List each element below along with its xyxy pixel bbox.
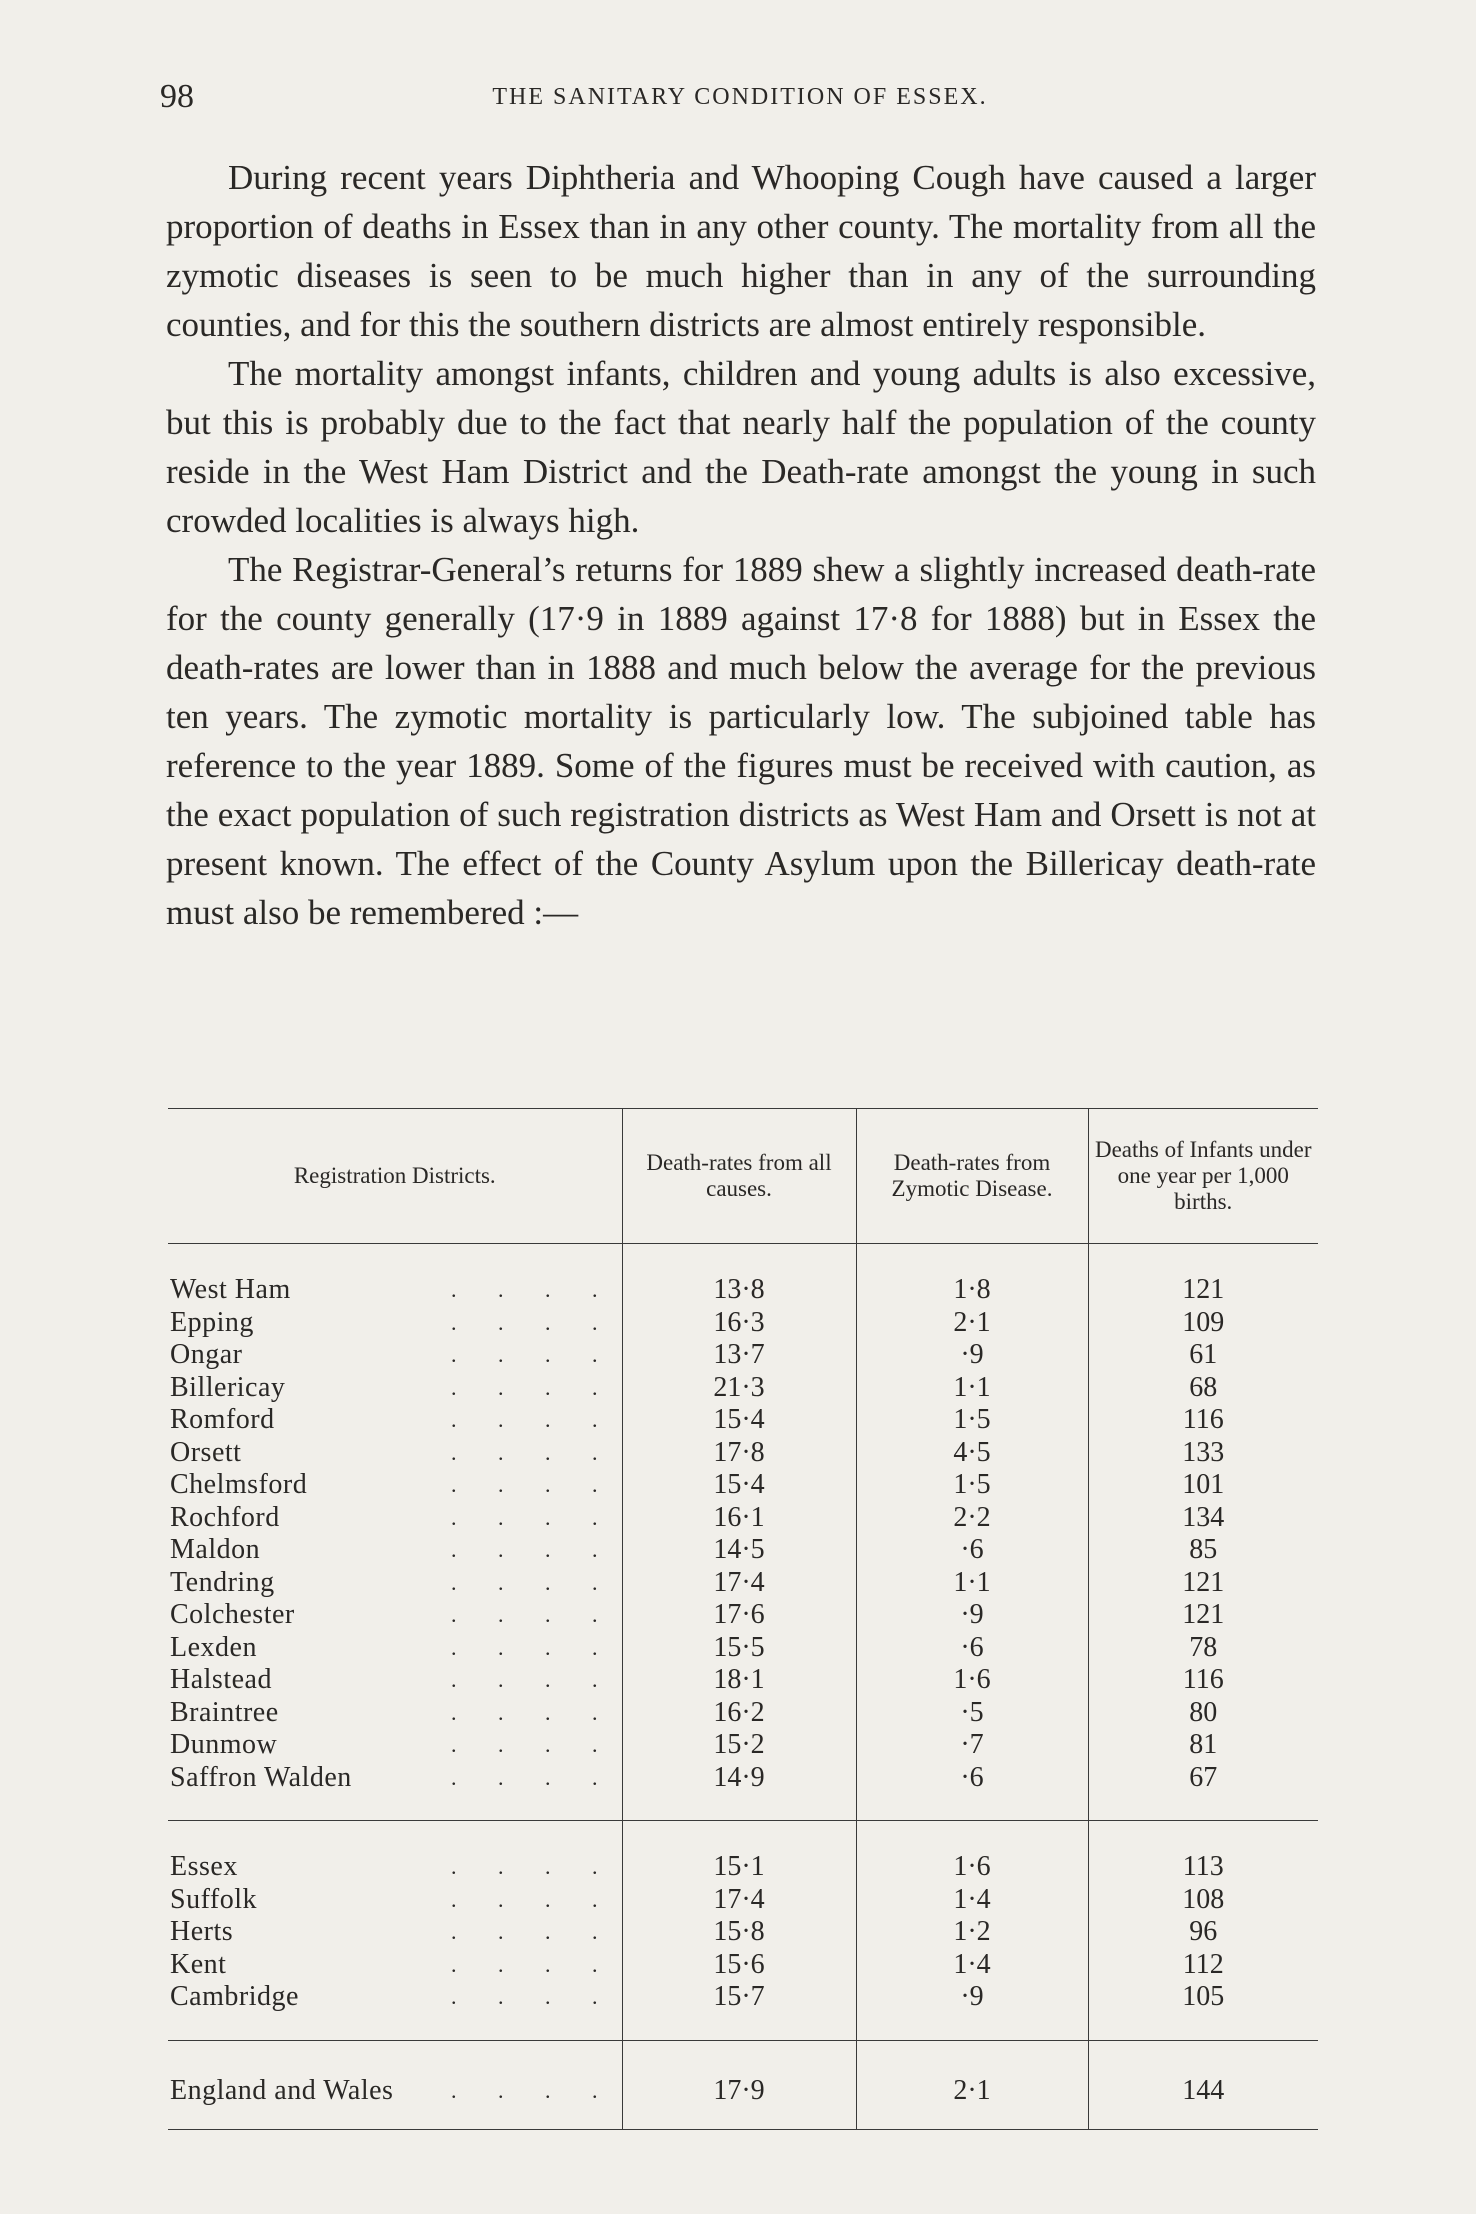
leader-dots: . . . . bbox=[451, 1919, 616, 1944]
zymotic-rate: ·7 bbox=[856, 1729, 1088, 1762]
infant-deaths: 61 bbox=[1088, 1339, 1318, 1372]
all-causes-rate: 15·2 bbox=[622, 1729, 856, 1762]
leader-dots: . . . . bbox=[451, 1984, 616, 2009]
all-causes-rate: 13·7 bbox=[622, 1339, 856, 1372]
district-name: Cambridge bbox=[170, 1981, 299, 2012]
zymotic-rate: 1·4 bbox=[856, 1884, 1088, 1917]
all-causes-rate: 15·1 bbox=[622, 1821, 856, 1884]
all-causes-rate: 18·1 bbox=[622, 1664, 856, 1697]
district-cell bbox=[168, 1949, 622, 1982]
district-name: Essex bbox=[170, 1851, 238, 1882]
running-title: THE SANITARY CONDITION OF ESSEX. bbox=[492, 84, 988, 110]
infant-deaths: 81 bbox=[1088, 1729, 1318, 1762]
zymotic-rate: 2·1 bbox=[856, 2040, 1088, 2130]
district-cell bbox=[168, 1632, 622, 1665]
all-causes-rate: 21·3 bbox=[622, 1372, 856, 1405]
infant-deaths: 134 bbox=[1088, 1502, 1318, 1535]
district-cell bbox=[168, 1981, 622, 2040]
table-row bbox=[168, 1916, 1318, 1949]
table-row bbox=[168, 1632, 1318, 1665]
table-row bbox=[168, 1339, 1318, 1372]
header-all-causes: Death-rates from all causes. bbox=[622, 1109, 856, 1244]
table-header-row bbox=[168, 1109, 1318, 1244]
running-head bbox=[160, 78, 1320, 118]
table-row bbox=[168, 1372, 1318, 1405]
all-causes-rate: 14·5 bbox=[622, 1534, 856, 1567]
page-number: 98 bbox=[160, 78, 194, 115]
all-causes-rate: 16·1 bbox=[622, 1502, 856, 1535]
district-name: Kent bbox=[170, 1948, 227, 1980]
paragraph: The Registrar-General’s returns for 1889 shew a slightly increased death-rate for the county generally (17·9 in 1889 against 17·8 for 1888) but in Essex the death-rates are lower than in 1888 and much below the average for the previous ten years. The zymotic mortality is particularly low. The subjoined table has reference to the year 1889. Some of the figures must be received with caution, as the exact population of such registration districts as West Ham and Orsett is not at present known. The effect of the County Asylum upon the Billericay death-rate must also be remembered :— bbox=[166, 550, 1316, 932]
district-name: West Ham bbox=[170, 1274, 291, 1305]
district-cell bbox=[168, 1664, 622, 1697]
leader-dots: . . . . bbox=[451, 1634, 616, 1660]
district-name: Orsett bbox=[170, 1436, 242, 1468]
zymotic-rate: 1·4 bbox=[856, 1949, 1088, 1982]
leader-dots: . . . . bbox=[451, 1732, 616, 1757]
all-causes-rate: 17·6 bbox=[622, 1599, 856, 1632]
infant-deaths: 121 bbox=[1088, 1567, 1318, 1600]
infant-deaths: 133 bbox=[1088, 1437, 1318, 1470]
district-name: Epping bbox=[170, 1306, 254, 1338]
paragraph: During recent years Diphtheria and Whooping Cough have caused a larger proportion of deaths in Essex than in any other county. The mortality from all the zymotic diseases is seen to be much higher than in any of the surrounding counties, and for this the southern districts are almost entirely responsible. bbox=[166, 158, 1316, 344]
all-causes-rate: 15·5 bbox=[622, 1632, 856, 1665]
district-cell bbox=[168, 1307, 622, 1340]
district-name: Tendring bbox=[170, 1566, 275, 1598]
district-name: Dunmow bbox=[170, 1729, 278, 1760]
zymotic-rate: ·9 bbox=[856, 1981, 1088, 2040]
table-row bbox=[168, 1469, 1318, 1502]
all-causes-rate: 14·9 bbox=[622, 1762, 856, 1821]
table-row bbox=[168, 1949, 1318, 1982]
infant-deaths: 85 bbox=[1088, 1534, 1318, 1567]
all-causes-rate: 17·9 bbox=[622, 2040, 856, 2130]
total-group bbox=[168, 2040, 1318, 2130]
district-cell bbox=[168, 1916, 622, 1949]
district-cell bbox=[168, 1821, 622, 1884]
table-row bbox=[168, 1664, 1318, 1697]
leader-dots: . . . . bbox=[451, 1951, 616, 1977]
infant-deaths: 113 bbox=[1088, 1821, 1318, 1884]
leader-dots: . . . . bbox=[451, 2077, 616, 2103]
infant-deaths: 80 bbox=[1088, 1697, 1318, 1730]
table-row bbox=[168, 1534, 1318, 1567]
zymotic-rate: 4·5 bbox=[856, 1437, 1088, 1470]
zymotic-rate: ·6 bbox=[856, 1632, 1088, 1665]
district-name: Suffolk bbox=[170, 1883, 257, 1915]
district-cell bbox=[168, 1599, 622, 1632]
table-row bbox=[168, 1404, 1318, 1437]
district-cell bbox=[168, 1339, 622, 1372]
infant-deaths: 121 bbox=[1088, 1244, 1318, 1307]
table-row bbox=[168, 1437, 1318, 1470]
leader-dots: . . . . bbox=[451, 1504, 616, 1530]
table-row bbox=[168, 1981, 1318, 2040]
infant-deaths: 101 bbox=[1088, 1469, 1318, 1502]
table-row bbox=[168, 1502, 1318, 1535]
district-cell bbox=[168, 1372, 622, 1405]
infant-deaths: 78 bbox=[1088, 1632, 1318, 1665]
district-name: Ongar bbox=[170, 1339, 243, 1370]
district-cell bbox=[168, 1567, 622, 1600]
district-name: Saffron Walden bbox=[170, 1761, 352, 1793]
district-name: Rochford bbox=[170, 1501, 280, 1533]
table-row bbox=[168, 1244, 1318, 1307]
district-name: Romford bbox=[170, 1404, 275, 1435]
district-name: Herts bbox=[170, 1916, 234, 1947]
zymotic-rate: 1·6 bbox=[856, 1821, 1088, 1884]
infant-deaths: 68 bbox=[1088, 1372, 1318, 1405]
table-row bbox=[168, 2040, 1318, 2130]
infant-deaths: 116 bbox=[1088, 1664, 1318, 1697]
all-causes-rate: 15·4 bbox=[622, 1469, 856, 1502]
leader-dots: . . . . bbox=[451, 1699, 616, 1725]
infant-deaths: 109 bbox=[1088, 1307, 1318, 1340]
leader-dots: . . . . bbox=[451, 1309, 616, 1335]
district-name: Colchester bbox=[170, 1599, 295, 1630]
zymotic-rate: 1·6 bbox=[856, 1664, 1088, 1697]
district-cell bbox=[168, 1469, 622, 1502]
header-districts: Registration Districts. bbox=[168, 1109, 622, 1244]
all-causes-rate: 15·7 bbox=[622, 1981, 856, 2040]
body-text bbox=[166, 153, 1316, 937]
all-causes-rate: 16·3 bbox=[622, 1307, 856, 1340]
leader-dots: . . . . bbox=[451, 1764, 616, 1790]
table-row bbox=[168, 1884, 1318, 1917]
header-infants: Deaths of Infants under one year per 1,000 births. bbox=[1088, 1109, 1318, 1244]
district-name: Chelmsford bbox=[170, 1469, 308, 1500]
zymotic-rate: ·6 bbox=[856, 1762, 1088, 1821]
infant-deaths: 116 bbox=[1088, 1404, 1318, 1437]
counties-group bbox=[168, 1821, 1318, 2041]
leader-dots: . . . . bbox=[451, 1342, 616, 1367]
zymotic-rate: 1·2 bbox=[856, 1916, 1088, 1949]
zymotic-rate: 2·1 bbox=[856, 1307, 1088, 1340]
district-cell bbox=[168, 1534, 622, 1567]
zymotic-rate: ·9 bbox=[856, 1339, 1088, 1372]
table-row bbox=[168, 1697, 1318, 1730]
district-cell bbox=[168, 1884, 622, 1917]
paragraph: The mortality amongst infants, children and young adults is also excessive, but this is probably due to the fact that nearly half the population of the county reside in the West Ham District and the Death-rate amongst the young in such crowded localities is always high. bbox=[166, 354, 1316, 540]
leader-dots: . . . . bbox=[451, 1472, 616, 1497]
infant-deaths: 108 bbox=[1088, 1884, 1318, 1917]
district-cell bbox=[168, 1502, 622, 1535]
leader-dots: . . . . bbox=[451, 1277, 616, 1302]
districts-group bbox=[168, 1244, 1318, 1821]
district-name: Maldon bbox=[170, 1534, 261, 1565]
all-causes-rate: 16·2 bbox=[622, 1697, 856, 1730]
leader-dots: . . . . bbox=[451, 1407, 616, 1432]
district-name: Lexden bbox=[170, 1631, 257, 1663]
table-row bbox=[168, 1729, 1318, 1762]
zymotic-rate: 1·1 bbox=[856, 1567, 1088, 1600]
district-cell bbox=[168, 1729, 622, 1762]
leader-dots: . . . . bbox=[451, 1602, 616, 1627]
all-causes-rate: 17·4 bbox=[622, 1884, 856, 1917]
zymotic-rate: 1·5 bbox=[856, 1404, 1088, 1437]
infant-deaths: 144 bbox=[1088, 2040, 1318, 2130]
district-cell bbox=[168, 2040, 622, 2130]
infant-deaths: 105 bbox=[1088, 1981, 1318, 2040]
leader-dots: . . . . bbox=[451, 1439, 616, 1465]
district-cell bbox=[168, 1404, 622, 1437]
district-cell bbox=[168, 1437, 622, 1470]
district-cell bbox=[168, 1244, 622, 1307]
zymotic-rate: 1·1 bbox=[856, 1372, 1088, 1405]
leader-dots: . . . . bbox=[451, 1886, 616, 1912]
zymotic-rate: ·5 bbox=[856, 1697, 1088, 1730]
district-name: Braintree bbox=[170, 1696, 279, 1728]
table-row bbox=[168, 1762, 1318, 1821]
district-cell bbox=[168, 1762, 622, 1821]
table-row bbox=[168, 1567, 1318, 1600]
zymotic-rate: ·6 bbox=[856, 1534, 1088, 1567]
leader-dots: . . . . bbox=[451, 1854, 616, 1879]
all-causes-rate: 17·4 bbox=[622, 1567, 856, 1600]
zymotic-rate: 1·5 bbox=[856, 1469, 1088, 1502]
all-causes-rate: 15·8 bbox=[622, 1916, 856, 1949]
table-row bbox=[168, 1307, 1318, 1340]
district-name: Billericay bbox=[170, 1371, 286, 1403]
leader-dots: . . . . bbox=[451, 1374, 616, 1400]
infant-deaths: 67 bbox=[1088, 1762, 1318, 1821]
infant-deaths: 96 bbox=[1088, 1916, 1318, 1949]
zymotic-rate: 2·2 bbox=[856, 1502, 1088, 1535]
header-zymotic: Death-rates from Zymotic Disease. bbox=[856, 1109, 1088, 1244]
all-causes-rate: 15·6 bbox=[622, 1949, 856, 1982]
all-causes-rate: 13·8 bbox=[622, 1244, 856, 1307]
table-row bbox=[168, 1599, 1318, 1632]
all-causes-rate: 15·4 bbox=[622, 1404, 856, 1437]
table-row bbox=[168, 1821, 1318, 1884]
mortality-table bbox=[168, 1108, 1318, 2130]
district-name: Halstead bbox=[170, 1664, 272, 1695]
infant-deaths: 112 bbox=[1088, 1949, 1318, 1982]
leader-dots: . . . . bbox=[451, 1667, 616, 1692]
zymotic-rate: ·9 bbox=[856, 1599, 1088, 1632]
leader-dots: . . . . bbox=[451, 1569, 616, 1595]
infant-deaths: 121 bbox=[1088, 1599, 1318, 1632]
zymotic-rate: 1·8 bbox=[856, 1244, 1088, 1307]
leader-dots: . . . . bbox=[451, 1537, 616, 1562]
all-causes-rate: 17·8 bbox=[622, 1437, 856, 1470]
district-name: England and Wales bbox=[170, 2074, 394, 2106]
district-cell bbox=[168, 1697, 622, 1730]
